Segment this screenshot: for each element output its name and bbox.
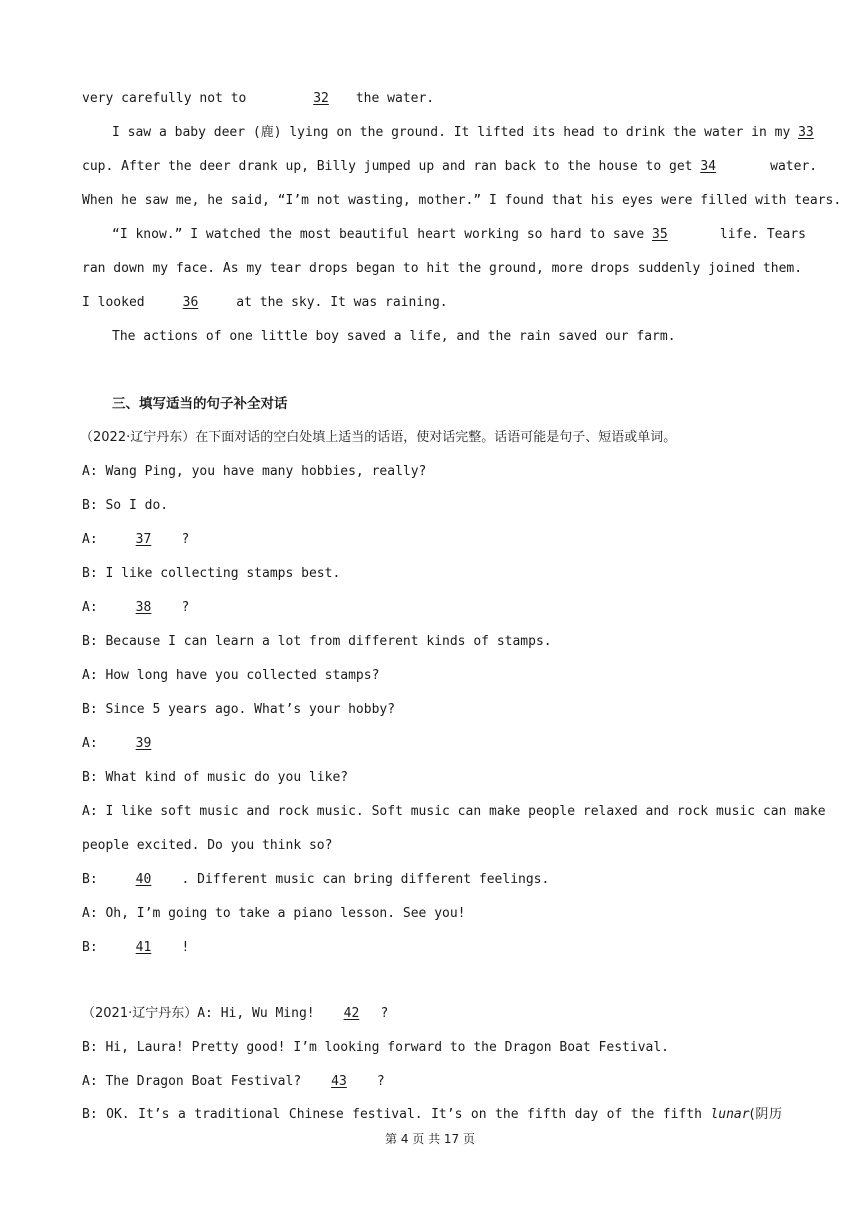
story-line-5 [112,226,806,244]
blank-43[interactable]: 43 [331,1074,347,1089]
text: cup. After the deer drank up, Billy jumped up and ran back to the house to get [82,159,693,174]
text: ? [376,1074,385,1089]
story-line-2 [112,124,814,142]
story-line-6: ran down my face. As my tear drops began to hit the ground, more drops suddenly joined them. [82,261,803,276]
dialogue-line: people excited. Do you think so? [82,838,333,853]
text: ? [380,1006,389,1021]
story-line-3 [82,158,818,176]
story-line-7 [82,294,782,312]
dialogue-line [82,531,782,549]
dialogue-line [82,599,782,617]
dialogue-line: B: Since 5 years ago. What’s your hobby? [82,702,396,717]
dialogue-line: B: I like collecting stamps best. [82,566,341,581]
text: I looked [82,295,145,310]
dialogue-line: B: Because I can learn a lot from different kinds of stamps. [82,634,552,649]
blank-36[interactable]: 36 [182,295,199,310]
blank-33[interactable]: 33 [798,125,814,140]
text: A: Hi, Wu Ming! [197,1006,315,1021]
text: B: OK. It’s a traditional Chinese festival. It’s on the fifth day of the fifth [82,1107,702,1122]
blank-38[interactable]: 38 [135,600,152,615]
speaker: A: [82,736,98,751]
speaker: B: [82,872,98,887]
blank-37[interactable]: 37 [135,532,152,547]
speaker: A: [82,532,98,547]
story-line-8: The actions of one little boy saved a life, and the rain saved our farm. [112,329,676,344]
dialogue-line: A: How long have you collected stamps? [82,668,380,683]
blank-34[interactable]: 34 [700,159,716,174]
italic-word: lunar [710,1107,750,1122]
text: at the sky. It was raining. [236,295,448,310]
story-line-1 [82,90,782,108]
section-heading: 三、填写适当的句子补全对话 [112,396,288,412]
text: water. [770,159,818,174]
dialogue-line: B: Hi, Laura! Pretty good! I’m looking forward to the Dragon Boat Festival. [82,1040,669,1055]
text: A: The Dragon Boat Festival? [82,1074,302,1089]
section-intro: （2022·辽宁丹东）在下面对话的空白处填上适当的话语，使对话完整。话语可能是句子、短语或单词。 [80,430,677,445]
text: life. Tears [719,227,806,242]
story-line-4: When he saw me, he said, “I’m not wasting, mother.” I found that his eyes were filled with tears. [82,193,842,208]
blank-40[interactable]: 40 [135,872,152,887]
dialogue-line [82,735,782,753]
speaker: A: [82,600,98,615]
text: ! [181,940,190,955]
dialogue-line: A: Oh, I’m going to take a piano lesson. See you! [82,906,466,921]
blank-42[interactable]: 42 [343,1006,360,1021]
dialogue-line: B: What kind of music do you like? [82,770,349,785]
text: the water. [355,91,435,106]
text: “I know.” I watched the most beautiful heart working so hard to save [112,227,645,242]
speaker: B: [82,940,98,955]
blank-32[interactable]: 32 [313,91,329,106]
dialogue-line [82,1005,782,1023]
blank-35[interactable]: 35 [652,227,668,242]
text: ? [181,532,190,547]
dialogue-line [82,939,782,957]
dialogue-line: A: Wang Ping, you have many hobbies, really? [82,464,427,479]
blank-39[interactable]: 39 [135,736,152,751]
text: ? [181,600,190,615]
dialogue-line [82,871,782,889]
blank-41[interactable]: 41 [135,940,152,955]
dialogue-line [82,1106,782,1124]
text: . Different music can bring different feelings. [181,872,550,887]
dialogue-line [82,1073,782,1091]
dialogue-line: A: I like soft music and rock music. Soft music can make people relaxed and rock music can make [82,804,826,819]
source-tag: （2021·辽宁丹东） [82,1006,198,1021]
dialogue-line: B: So I do. [82,498,169,513]
text: (阴历 [749,1107,783,1122]
page-footer: 第 4 页 共 17 页 [385,1132,475,1146]
text: I saw a baby deer (鹿) lying on the ground. It lifted its head to drink the water in my [112,125,791,140]
text: very carefully not to [82,91,247,106]
